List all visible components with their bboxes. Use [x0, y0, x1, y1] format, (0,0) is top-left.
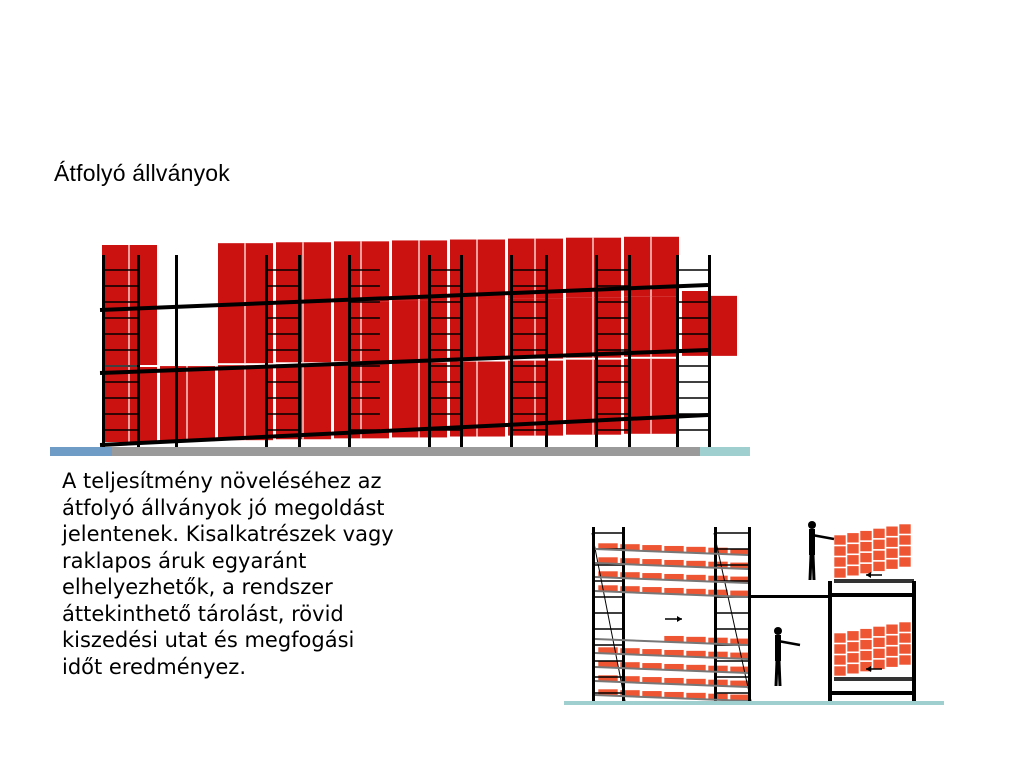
flow-rack-brace — [714, 533, 751, 701]
picker-leg — [776, 661, 777, 686]
carton — [899, 644, 911, 654]
carton — [873, 637, 885, 647]
carton — [886, 624, 898, 634]
rack-upright — [708, 255, 711, 447]
floor-teal — [700, 447, 750, 456]
carton — [873, 648, 885, 658]
body-line: jelentenek. Kisalkatrészek vagy — [62, 522, 394, 546]
carton — [834, 568, 846, 578]
body-line: kiszedési utat és megfogási — [62, 628, 355, 652]
rack-upright — [265, 255, 268, 447]
carton — [860, 553, 872, 563]
carton-flow-illustration — [560, 515, 950, 710]
carton — [834, 557, 846, 567]
carton — [899, 557, 911, 567]
carton — [886, 657, 898, 667]
flow-rack-beam — [828, 593, 916, 597]
flow-rack-upright — [828, 581, 832, 703]
picker-head — [808, 521, 816, 529]
carton — [873, 626, 885, 636]
carton — [860, 531, 872, 541]
body-line: raklapos áruk egyaránt — [62, 548, 307, 573]
rack-upright — [510, 255, 513, 447]
carton — [847, 642, 859, 652]
carton — [834, 655, 846, 665]
carton — [873, 528, 885, 538]
carton — [847, 533, 859, 543]
picker-head — [774, 627, 782, 635]
picker-body — [775, 635, 781, 661]
carton — [847, 631, 859, 641]
carton — [834, 644, 846, 654]
carton — [886, 635, 898, 645]
pallet-base — [834, 579, 914, 583]
picker-figures — [774, 521, 834, 686]
carton — [847, 566, 859, 576]
pallet-rack-illustration — [40, 215, 755, 460]
carton — [886, 537, 898, 547]
body-line: átfolyó állványok jó megoldást — [62, 495, 385, 520]
carton — [886, 559, 898, 569]
flow-arrow-head — [677, 616, 682, 622]
body-line: elhelyezhetők, a rendszer — [62, 575, 333, 599]
carton — [899, 546, 911, 556]
floor-blue — [50, 447, 112, 456]
rack-upright — [595, 255, 598, 447]
carton — [860, 629, 872, 639]
flow-rack-beam — [828, 691, 916, 695]
body-line: áttekinthető tárolást, rövid — [62, 601, 344, 626]
flow-rack-upright — [912, 581, 916, 703]
carton — [873, 550, 885, 560]
pallet-base — [834, 677, 914, 681]
picker-leg — [779, 661, 780, 686]
body-line: A teljesítmény növeléséhez az — [62, 469, 382, 493]
carton — [834, 633, 846, 643]
carton — [873, 659, 885, 669]
rack-upright — [348, 255, 351, 447]
carton — [899, 524, 911, 534]
carton — [899, 655, 911, 665]
rack-upright — [545, 255, 548, 447]
slide-title: Átfolyó állványok — [54, 160, 230, 186]
rack-upright — [175, 255, 178, 447]
carton — [860, 564, 872, 574]
rack-upright — [102, 255, 105, 447]
carton — [860, 640, 872, 650]
carton — [860, 651, 872, 661]
carton — [873, 539, 885, 549]
carton — [847, 555, 859, 565]
picker-leg — [810, 555, 811, 580]
rack-upright — [298, 255, 301, 447]
carton — [899, 622, 911, 632]
floor-line — [564, 701, 944, 705]
slide-body-text — [62, 468, 482, 680]
carton — [899, 633, 911, 643]
picker-arm — [812, 535, 834, 539]
carton — [873, 561, 885, 571]
rack-upright — [460, 255, 463, 447]
carton — [834, 546, 846, 556]
carton — [886, 646, 898, 656]
carton — [886, 548, 898, 558]
carton — [834, 666, 846, 676]
picker-arm — [778, 641, 800, 645]
carton — [860, 542, 872, 552]
body-line: időt eredményez. — [62, 654, 246, 679]
picking-platform — [748, 595, 830, 598]
picker-body — [809, 529, 815, 555]
picker-leg — [813, 555, 814, 580]
rack-upright — [137, 255, 140, 447]
carton — [847, 664, 859, 674]
carton — [847, 653, 859, 663]
floor-gray — [112, 447, 700, 456]
carton — [899, 535, 911, 545]
carton — [834, 535, 846, 545]
rack-upright — [428, 255, 431, 447]
pallet-stack — [102, 237, 737, 442]
pallet — [682, 291, 710, 351]
carton — [886, 526, 898, 536]
carton — [847, 544, 859, 554]
